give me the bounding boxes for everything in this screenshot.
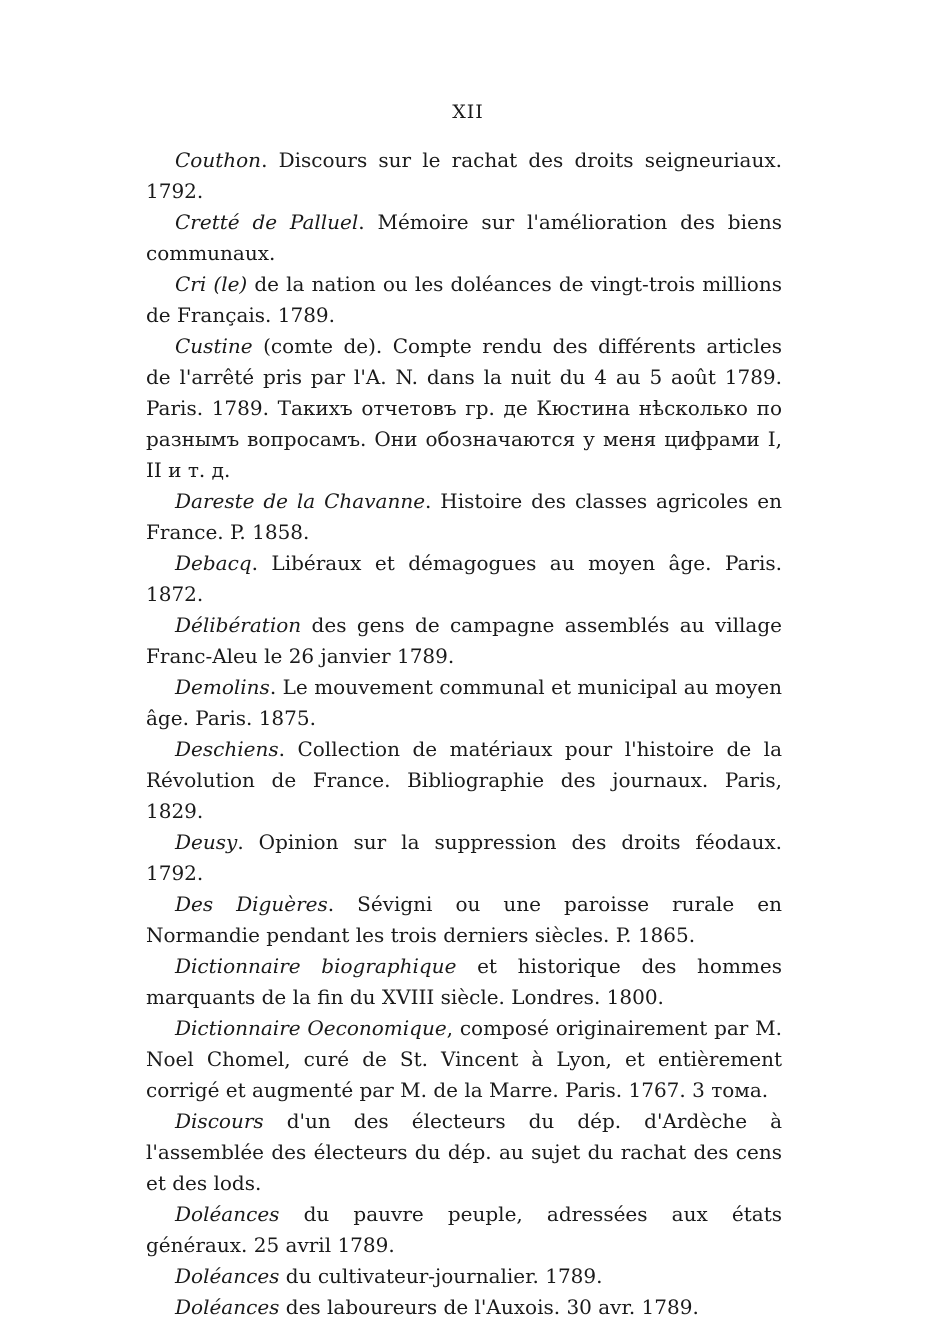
bibliography-entry — [146, 951, 782, 1013]
entry-author: Custine — [175, 334, 253, 358]
entry-author: Dictionnaire Oeconomique — [175, 1016, 447, 1040]
bibliography-entry — [146, 486, 782, 548]
entry-text: . Histoire des classes agricoles en France. P. 1858. — [146, 489, 782, 544]
entry-text: . Libéraux et démagogues au moyen âge. Paris. 1872. — [146, 551, 782, 606]
entry-author: Debacq — [175, 551, 252, 575]
entry-author: Dareste de la Chavanne — [175, 489, 426, 513]
entry-text: . Discours sur le rachat des droits seigneuriaux. 1792. — [146, 148, 782, 203]
bibliography-entry — [146, 1292, 782, 1323]
entry-author: Deschiens — [175, 737, 279, 761]
bibliography-entry — [146, 145, 782, 207]
entry-author: Cri (le) — [175, 272, 248, 296]
bibliography-entry — [146, 827, 782, 889]
entry-author: Couthon — [175, 148, 262, 172]
bibliography-entry — [146, 331, 782, 486]
bibliography-entry — [146, 1199, 782, 1261]
entry-author: Doléances — [175, 1295, 280, 1319]
bibliography-entry — [146, 548, 782, 610]
entry-text: , composé originairement par M. Noel Chomel, curé de St. Vincent à Lyon, et entièrement corrigé et augmenté par M. de la Marre. Paris. 1767. 3 тома. — [146, 1016, 782, 1102]
entry-author: Délibération — [175, 613, 302, 637]
bibliography-list — [146, 145, 782, 1323]
bibliography-entry — [146, 1013, 782, 1106]
bibliography-entry — [146, 610, 782, 672]
entry-text: et historique des hommes marquants de la fin du XVIII siècle. Londres. 1800. — [146, 954, 782, 1009]
entry-text: . Collection de matériaux pour l'histoire de la Révolution de France. Bibliographie des journaux. Paris, 1829. — [146, 737, 782, 823]
bibliography-entry — [146, 1106, 782, 1199]
entry-text: . Sévigni ou une paroisse rurale en Normandie pendant les trois derniers siècles. P. 1865. — [146, 892, 782, 947]
entry-author: Cretté de Palluel — [175, 210, 359, 234]
entry-text: de la nation ou les doléances de vingt-trois millions de Français. 1789. — [146, 272, 782, 327]
entry-author: Dictionnaire biographique — [175, 954, 457, 978]
entry-author: Doléances — [175, 1264, 280, 1288]
entry-text: du cultivateur-journalier. 1789. — [279, 1264, 603, 1288]
bibliography-entry — [146, 207, 782, 269]
entry-author: Doléances — [175, 1202, 280, 1226]
entry-text: . Le mouvement communal et municipal au moyen âge. Paris. 1875. — [146, 675, 782, 730]
entry-author: Discours — [175, 1109, 264, 1133]
entry-text: (comte de). Compte rendu des différents articles de l'arrêté pris par l'A. N. dans la nuit du 4 au 5 août 1789. Paris. 1789. Такихъ отчетовъ гр. де Кюстина нѣсколько по разнымъ вопросамъ. Они обозначаются у меня цифрами I, II и т. д. — [146, 334, 782, 482]
entry-author: Demolins — [175, 675, 270, 699]
entry-text: des laboureurs de l'Auxois. 30 avr. 1789. — [279, 1295, 699, 1319]
entry-text: . Mémoire sur l'amélioration des biens communaux. — [146, 210, 782, 265]
entry-text: du pauvre peuple, adressées aux états généraux. 25 avril 1789. — [146, 1202, 782, 1257]
page-number: XII — [452, 101, 484, 123]
entry-text: d'un des électeurs du dép. d'Ardèche à l'assemblée des électeurs du dép. au sujet du rachat des cens et des lods. — [146, 1109, 782, 1195]
bibliography-entry — [146, 269, 782, 331]
bibliography-entry — [146, 1261, 782, 1292]
bibliography-entry — [146, 672, 782, 734]
bibliography-entry — [146, 734, 782, 827]
entry-author: Deusy — [175, 830, 238, 854]
entry-text: . Opinion sur la suppression des droits féodaux. 1792. — [146, 830, 782, 885]
bibliography-entry — [146, 889, 782, 951]
entry-text: des gens de campagne assemblés au village Franc-Aleu le 26 janvier 1789. — [146, 613, 782, 668]
entry-author: Des Diguères — [175, 892, 328, 916]
